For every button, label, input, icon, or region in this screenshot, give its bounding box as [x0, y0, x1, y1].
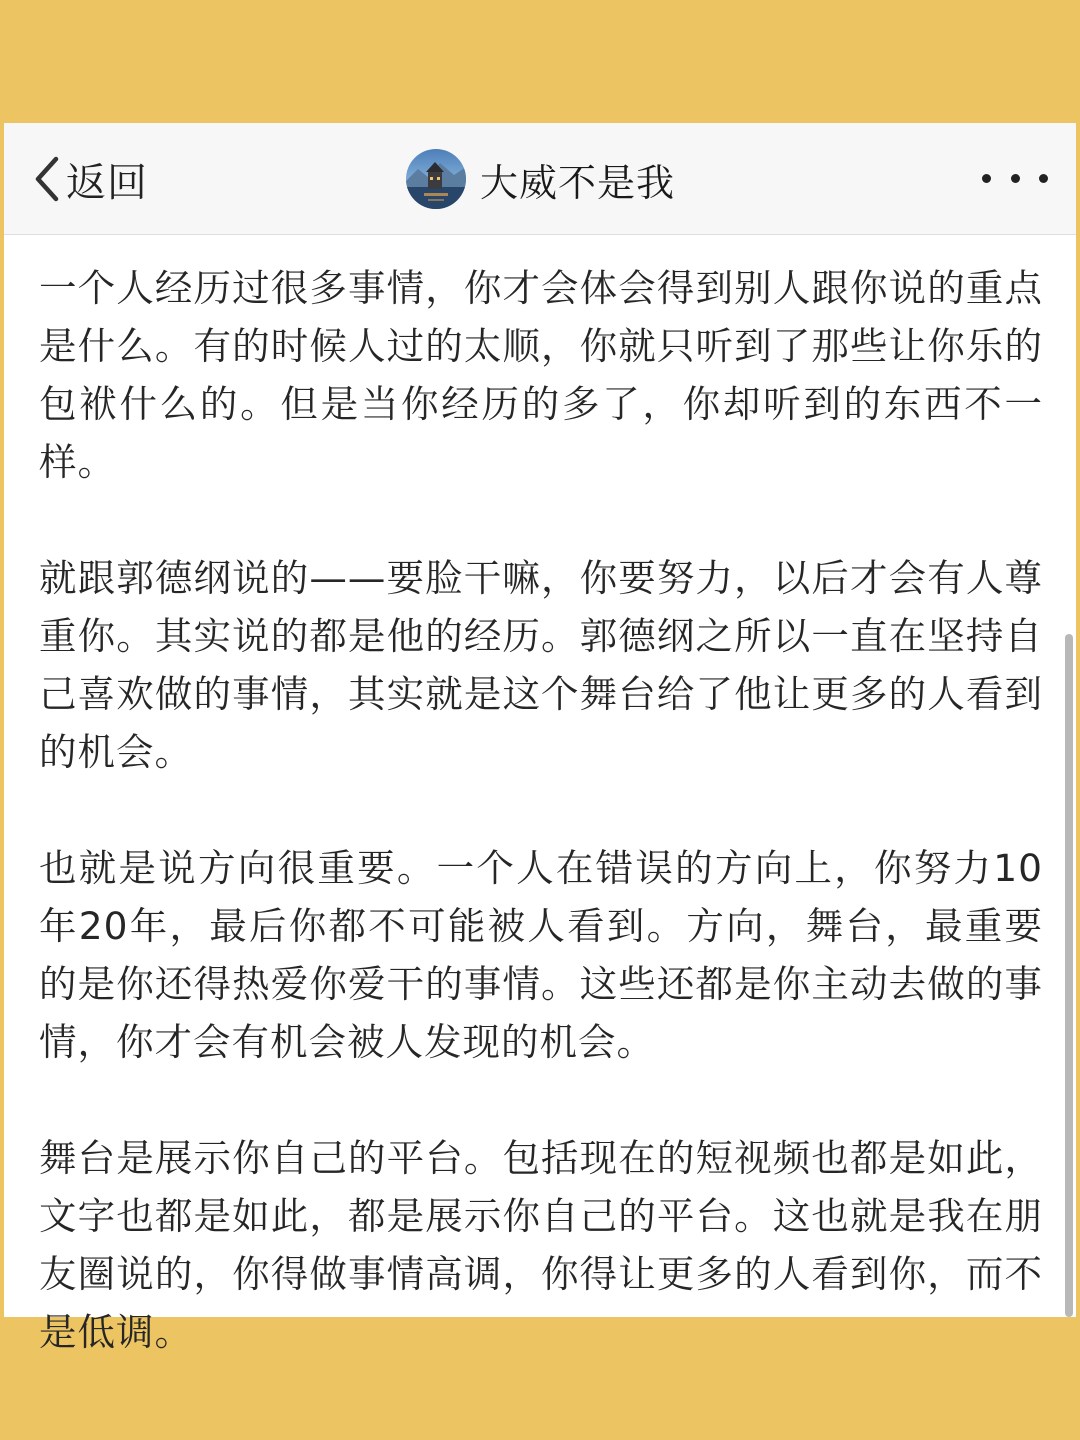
article-paragraph: 一个人经历过很多事情，你才会体会得到别人跟你说的重点是什么。有的时候人过的太顺，你就只听到了那些让你乐的包袱什么的。但是当你经历的多了，你却听到的东西不一样。 [39, 266, 1043, 484]
page-title: 大威不是我 [480, 160, 676, 205]
back-label: 返回 [66, 159, 148, 206]
navigation-bar [4, 123, 1076, 235]
phone-screen [4, 123, 1076, 1354]
article-paragraph: 就跟郭德纲说的——要脸干嘛，你要努力，以后才会有人尊重你。其实说的都是他的经历。郭德纲之所以一直在坚持自己喜欢做的事情，其实就是这个舞台给了他让更多的人看到的机会。 [39, 556, 1043, 774]
more-options-button[interactable] [982, 163, 1048, 193]
article-paragraph: 舞台是展示你自己的平台。包括现在的短视频也都是如此，文字也都是如此，都是展示你自己的平台。这也就是我在朋友圈说的，你得做事情高调，你得让更多的人看到你，而不是低调。 [39, 1136, 1043, 1354]
article-paragraph: 也就是说方向很重要。一个人在错误的方向上，你努力10年20年，最后你都不可能被人看到。方向，舞台，最重要的是你还得热爱你爱干的事情。这些还都是你主动去做的事情，你才会有机会被人发现的机会。 [39, 846, 1043, 1064]
more-dots-icon [982, 174, 991, 183]
article-content [39, 259, 1043, 1419]
back-button[interactable] [32, 151, 148, 207]
avatar[interactable] [406, 149, 466, 209]
more-dots-icon [1039, 174, 1048, 183]
more-dots-icon [1011, 174, 1020, 183]
profile-header[interactable] [406, 147, 675, 211]
chevron-left-icon [32, 154, 62, 204]
scrollbar[interactable] [1065, 634, 1073, 1317]
